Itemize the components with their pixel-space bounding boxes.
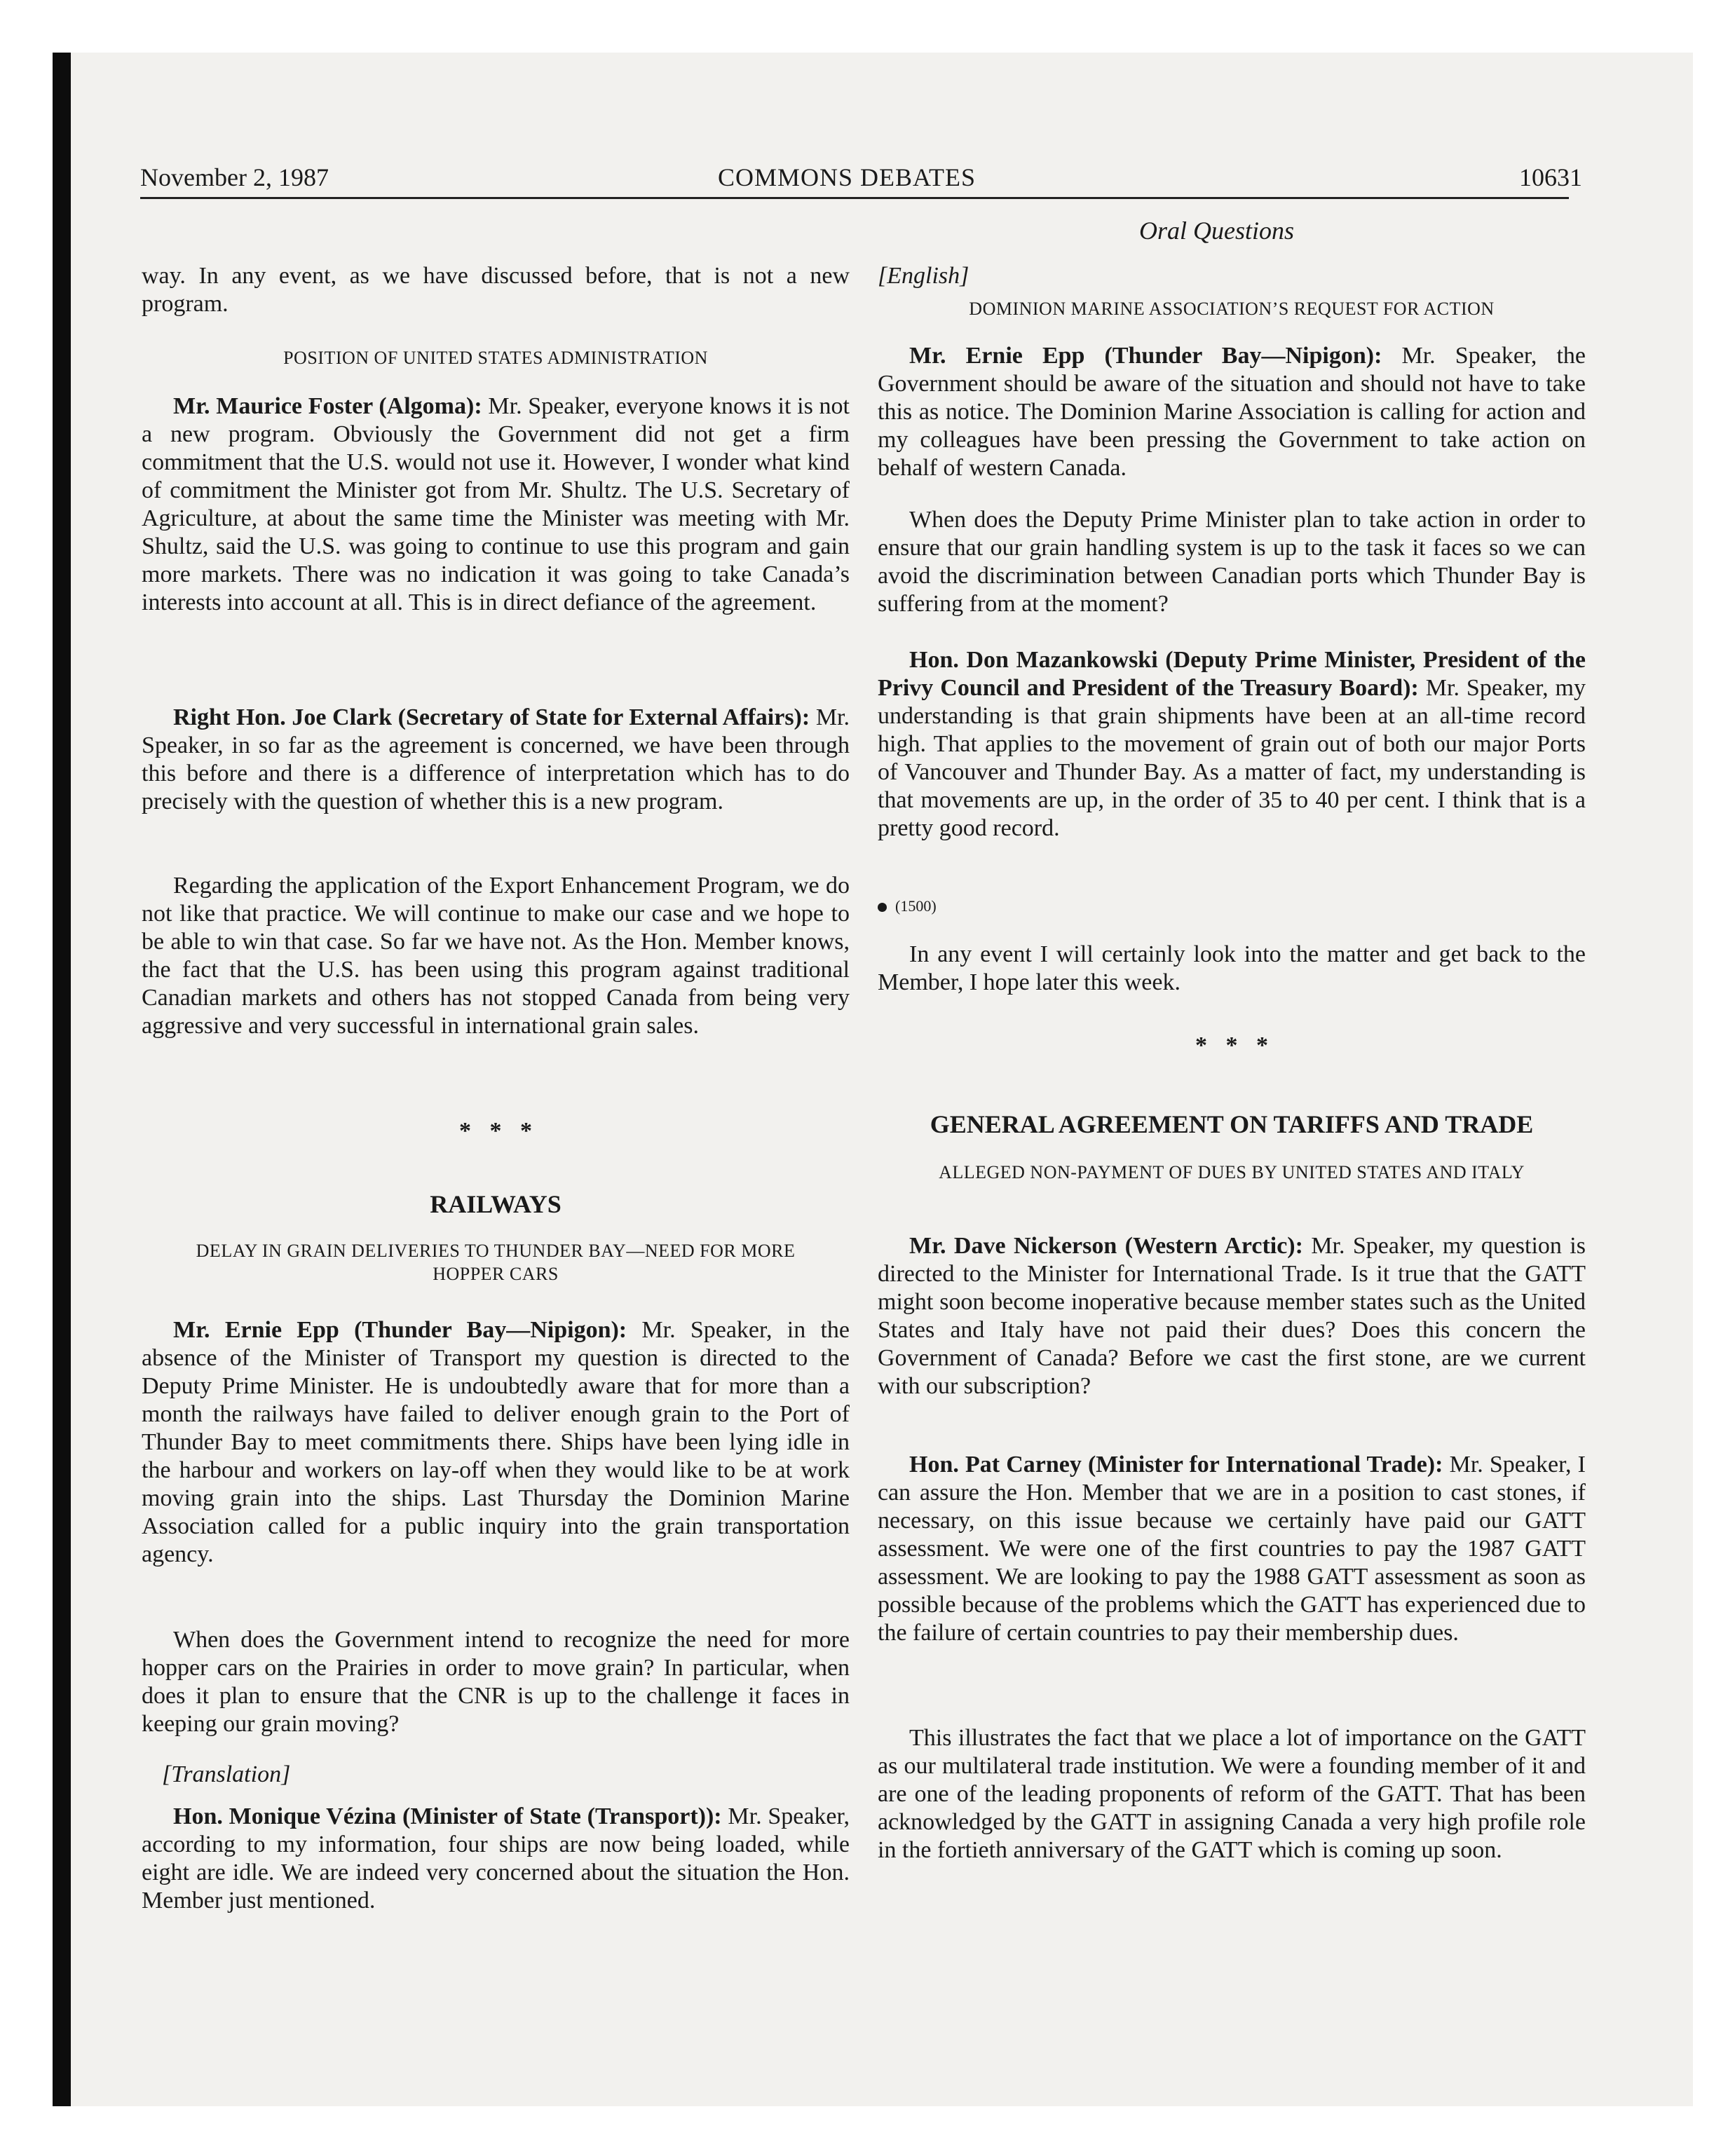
paragraph xyxy=(142,1803,850,1915)
speaker-name: Mr. Maurice Foster (Algoma): xyxy=(173,393,482,419)
speaker-name: Hon. Pat Carney (Minister for International Trade): xyxy=(909,1452,1443,1478)
header-date: November 2, 1987 xyxy=(140,163,329,191)
paragraph: When does the Government intend to recognize the need for more hopper cars on the Prairies in order to move grain? In particular, when does it plan to ensure that the CNR is up to the challenge it faces in keeping our grain moving? xyxy=(142,1627,850,1737)
subheading-position: POSITION OF UNITED STATES ADMINISTRATION xyxy=(283,348,708,368)
paragraph xyxy=(878,1232,1586,1400)
speech-text: Mr. Speaker, everyone knows it is not a new program. Obviously the Government did not get a firm commitment that the U.S. would not use it. However, I wonder what kind of commitment the Minister got from Mr. Shultz. The U.S. Secretary of Agriculture, at about the same time the Minister was meeting with Mr. Shultz, said the U.S. was going to continue to use this program and gain more markets. There was no indication it was going to take Canada’s interests into account at all. This is in direct defiance of the agreement. xyxy=(142,393,850,615)
heading-railways: RAILWAYS xyxy=(430,1190,562,1218)
header-title: COMMONS DEBATES xyxy=(718,163,977,191)
speaker-name: Right Hon. Joe Clark (Secretary of State for External Affairs): xyxy=(173,704,810,730)
paragraph xyxy=(142,393,850,617)
speech-text: Mr. Speaker, I can assure the Hon. Member that we are in a position to cast stones, if necessary, on this issue because we certainly have paid our GATT assessment. We were one of the first countries to pay the 1987 GATT assessment. We are looking to pay the 1988 GATT assessment as soon as possible because of the problems which the GATT has experienced due to the failure of certain countries to pay their membership dues. xyxy=(878,1452,1586,1646)
subheading-delay: DELAY IN GRAIN DELIVERIES TO THUNDER BAY—NEED FOR MORE HOPPER CARS xyxy=(196,1241,796,1284)
paragraph: When does the Deputy Prime Minister plan to take action in order to ensure that our grain handling system is up to the task it faces so we can avoid the discrimination between Canadian ports which Thunder Bay is suffering from at the moment? xyxy=(878,507,1586,617)
paragraph: This illustrates the fact that we place a lot of importance on the GATT as our multilateral trade institution. We were a founding member of it and are one of the leading proponents of reform of the GATT. That has been acknowledged by the GATT in assigning Canada a very high profile role in the fortieth anniversary of the GATT which is coming up soon. xyxy=(878,1725,1586,1863)
speaker-name: Mr. Ernie Epp (Thunder Bay—Nipigon): xyxy=(909,343,1382,369)
paragraph: way. In any event, as we have discussed before, that is not a new program. xyxy=(142,263,850,317)
subheading-dominion: DOMINION MARINE ASSOCIATION’S REQUEST FOR ACTION xyxy=(969,299,1495,319)
speech-text: Mr. Speaker, my question is directed to the Minister for International Trade. Is it true that the GATT might soon become inoperative because member states such as the United States and Italy have not paid their dues? Does this concern the Government of Canada? Before we cast the first stone, are we current with our subscription? xyxy=(878,1233,1586,1399)
binding-strip xyxy=(53,53,71,2106)
speaker-name: Mr. Ernie Epp (Thunder Bay—Nipigon): xyxy=(173,1317,627,1343)
speaker-name: Hon. Don Mazankowski (Deputy Prime Minister, President of the Privy Council and President of the Treasury Board): xyxy=(878,647,1586,701)
speaker-name: Hon. Monique Vézina (Minister of State (Transport)): xyxy=(173,1803,722,1829)
paragraph: Regarding the application of the Export Enhancement Program, we do not like that practice. We will continue to make our case and we hope to be able to win that case. So far we have not. As the Hon. Member knows, the fact that the U.S. has been using this program against traditional Canadian markets and others has not stopped Canada from being very aggressive and very successful in international grain sales. xyxy=(142,873,850,1039)
heading-gatt: GENERAL AGREEMENT ON TARIFFS AND TRADE xyxy=(930,1110,1534,1138)
paragraph xyxy=(878,1451,1586,1647)
language-note-translation: [Translation] xyxy=(162,1761,291,1787)
paragraph xyxy=(142,704,850,816)
paragraph: In any event I will certainly look into the matter and get back to the Member, I hope later this week. xyxy=(878,941,1586,995)
speech-text: Mr. Speaker, in the absence of the Minister of Transport my question is directed to the Deputy Prime Minister. He is undoubtedly aware that for more than a month the railways have failed to deliver enough grain to the Port of Thunder Bay to meet commitments there. Ships have been lying idle in the harbour and workers on lay-off when they would like to be at work moving grain into the ships. Last Thursday the Dominion Marine Association called for a public inquiry into the grain transportation agency. xyxy=(142,1317,850,1567)
speech-text: Mr. Speaker, in so far as the agreement is concerned, we have been through this before and there is a difference of interpretation which has to do precisely with the question of whether this is a new program. xyxy=(142,704,850,814)
time-marker-text: (1500) xyxy=(895,897,937,915)
section-label: Oral Questions xyxy=(1139,217,1295,245)
language-note-english: [English] xyxy=(878,263,969,289)
section-separator: * * * xyxy=(459,1118,532,1144)
header-rule xyxy=(140,197,1569,199)
speech-text: Mr. Speaker, the Government should be aware of the situation and should not have to take this as notice. The Dominion Marine Association is calling for action and my colleagues have been pressing the Government to take action on behalf of western Canada. xyxy=(878,343,1586,481)
speech-text: Mr. Speaker, my understanding is that grain shipments have been at an all-time record high. That applies to the movement of grain out of both our major Ports of Vancouver and Thunder Bay. As a matter of fact, my understanding is that movements are up, in the order of 35 to 40 per cent. I think that is a pretty good record. xyxy=(878,675,1586,841)
paragraph xyxy=(142,1316,850,1569)
time-marker xyxy=(878,896,937,917)
speech-text: Mr. Speaker, according to my information, four ships are now being loaded, while eight are idle. We are indeed very concerned about the situation the Hon. Member just mentioned. xyxy=(142,1803,850,1913)
section-separator: * * * xyxy=(1195,1032,1268,1058)
paragraph xyxy=(878,342,1586,482)
speaker-name: Mr. Dave Nickerson (Western Arctic): xyxy=(909,1233,1303,1259)
paragraph xyxy=(878,646,1586,842)
header-page-number: 10631 xyxy=(1519,163,1582,191)
bullet-icon xyxy=(878,903,887,912)
subheading-alleged: ALLEGED NON-PAYMENT OF DUES BY UNITED STATES AND ITALY xyxy=(939,1162,1525,1182)
